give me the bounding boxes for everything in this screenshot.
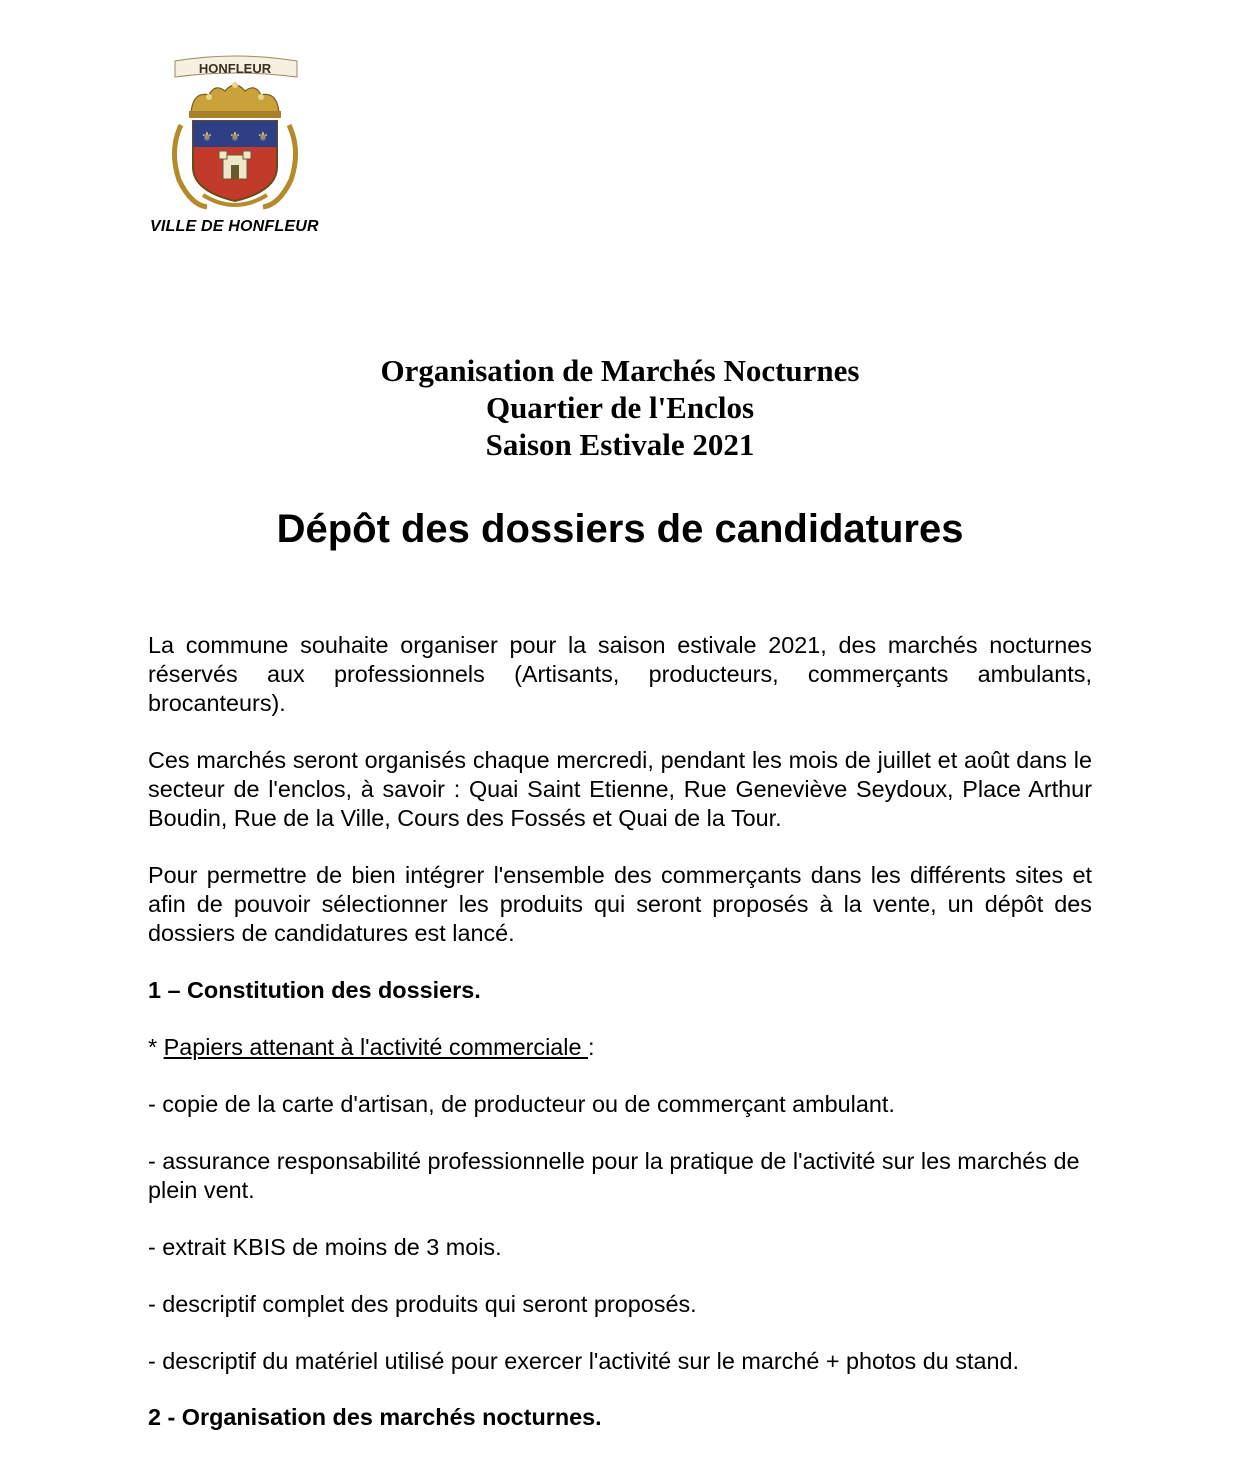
main-title: Dépôt des dossiers de candidatures [276, 507, 964, 551]
svg-text:⚜: ⚜ [257, 129, 269, 144]
list-item: - extrait KBIS de moins de 3 mois. [148, 1234, 502, 1260]
list-item: - descriptif complet des produits qui seront proposés. [148, 1291, 697, 1317]
title-block [0, 352, 1240, 463]
title-line-3: Saison Estivale 2021 [485, 427, 755, 462]
list-item: - copie de la carte d'artisan, de producteur ou de commerçant ambulant. [148, 1091, 895, 1117]
sub-suffix: : [588, 1034, 595, 1060]
paragraph-schedule: Ces marchés seront organisés chaque mercredi, pendant les mois de juillet et août dans le secteur de l'enclos, à savoir : Quai Saint Etienne, Rue Geneviève Seydoux, Place Arthur Boudin, Rue de la Ville, Cours des Fossés et Quai de la Tour. [148, 747, 1092, 831]
list-item: - assurance responsabilité professionnelle pour la pratique de l'activité sur les marchés de plein vent. [148, 1148, 1080, 1203]
honfleur-crest-logo [163, 55, 308, 215]
document-body [148, 631, 1092, 1432]
svg-text:⚜: ⚜ [201, 129, 213, 144]
sub-label: Papiers attenant à l'activité commerciale [163, 1034, 588, 1060]
title-line-1: Organisation de Marchés Nocturnes [380, 353, 860, 388]
list-item: - descriptif du matériel utilisé pour exercer l'activité sur le marché + photos du stand. [148, 1348, 1019, 1374]
title-line-2: Quartier de l'Enclos [485, 390, 755, 425]
city-caption: VILLE DE HONFLEUR [150, 218, 319, 235]
crest-lettering: HONFLEUR [198, 61, 272, 76]
paragraph-intro: La commune souhaite organiser pour la saison estivale 2021, des marchés nocturnes réservés aux professionnels (Artisants, producteurs, commerçants ambulants, brocanteurs). [148, 632, 1092, 716]
section-1-heading: 1 – Constitution des dossiers. [148, 977, 481, 1003]
svg-text:⚜: ⚜ [229, 129, 241, 144]
paragraph-purpose: Pour permettre de bien intégrer l'ensemble des commerçants dans les différents sites et afin de pouvoir sélectionner les produits qui seront proposés à la vente, un dépôt des dossiers de candidatures est lancé. [148, 862, 1092, 946]
sub-prefix: * [148, 1034, 164, 1060]
section-1-subheading [148, 1033, 1092, 1062]
section-2-heading: 2 - Organisation des marchés nocturnes. [148, 1404, 602, 1430]
